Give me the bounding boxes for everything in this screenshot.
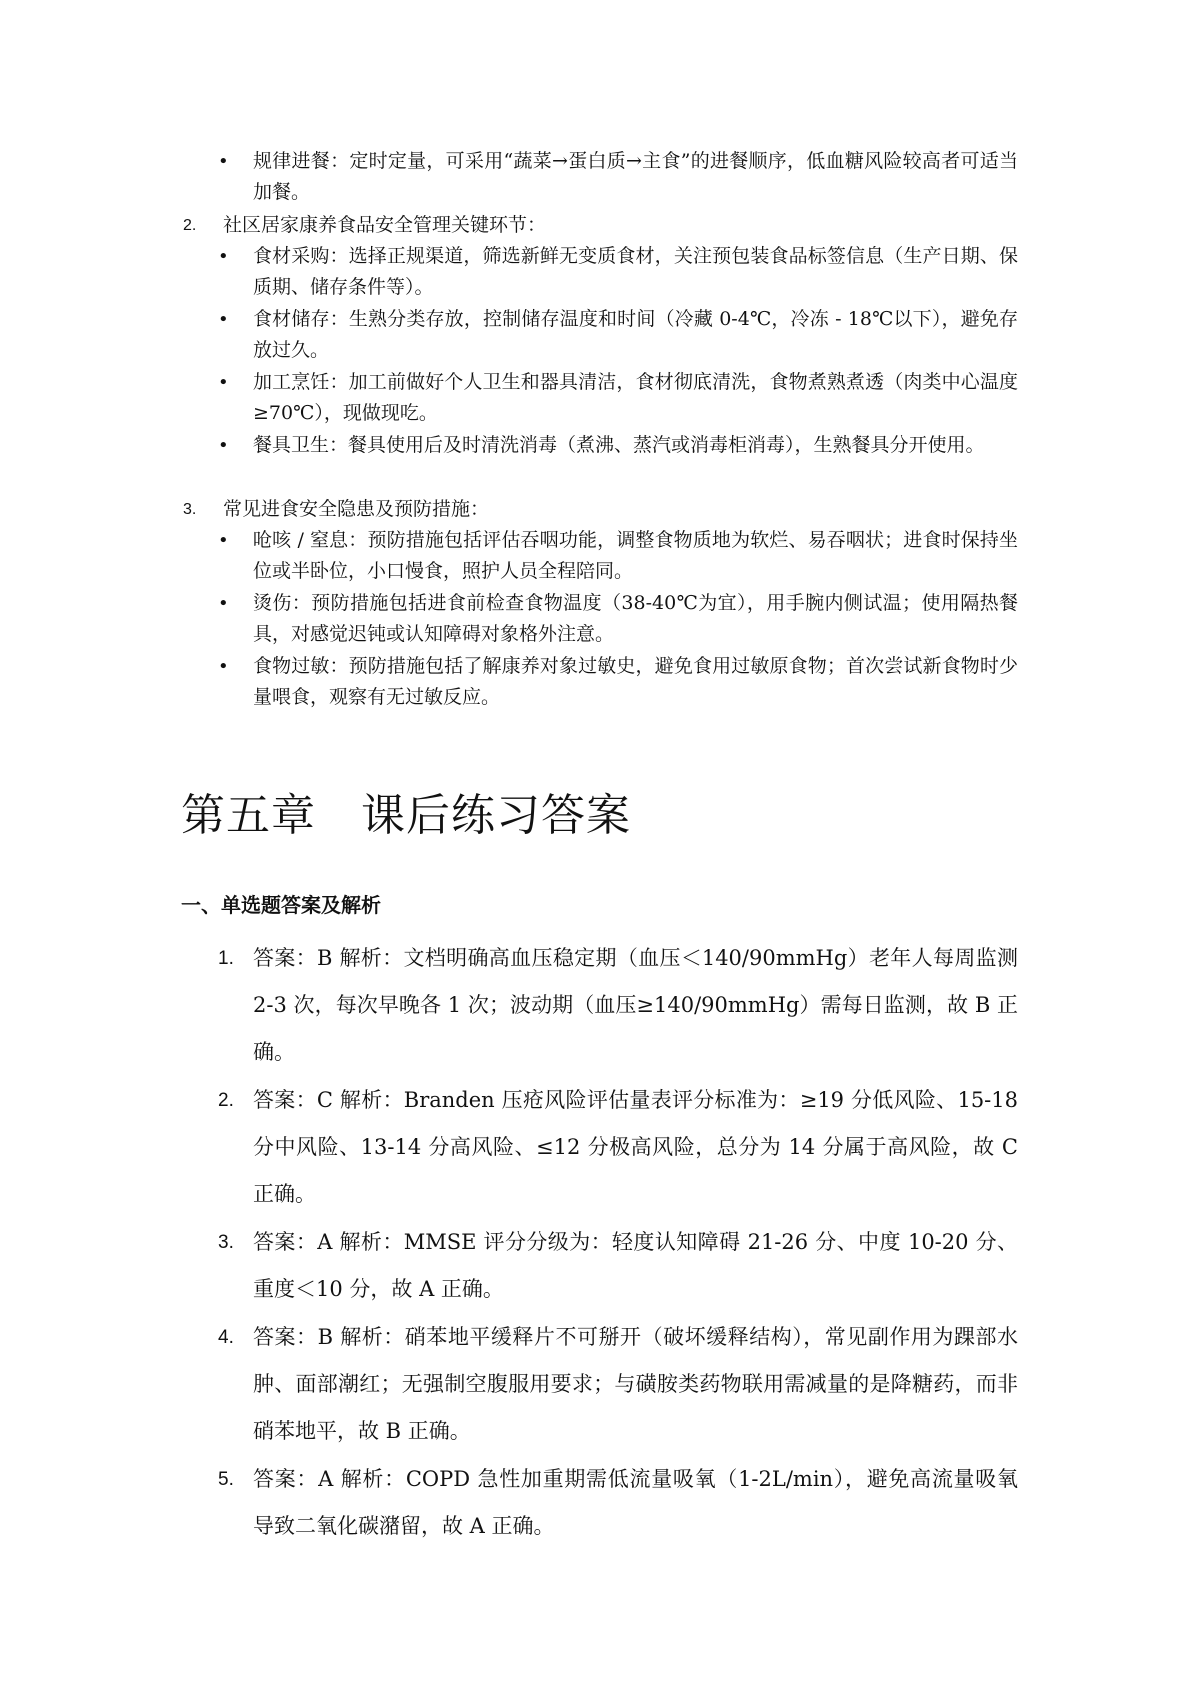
answer-number: 3. [218,1232,234,1253]
list-item [218,304,1018,366]
answer-number: 1. [218,948,234,969]
list-item [218,588,1018,650]
answer-text: 答案：A 解析：COPD 急性加重期需低流量吸氧（1-2L/min），避免高流量吸氧导致二氧化碳潴留，故 A 正确。 [253,1467,1018,1538]
bullet-icon: • [218,656,229,677]
bullet-icon: • [218,593,229,614]
list-item-text: 餐具卫生：餐具使用后及时清洗消毒（煮沸、蒸汽或消毒柜消毒），生熟餐具分开使用。 [253,434,985,456]
list-item-text: 规律进餐：定时定量，可采用“蔬菜→蛋白质→主食”的进餐顺序，低血糖风险较高者可适当加餐。 [253,150,1018,203]
item-number: 3. [183,501,197,518]
item-title: 社区居家康养食品安全管理关键环节： [223,214,547,236]
bullet-icon: • [218,309,229,330]
answer-text: 答案：A 解析：MMSE 评分分级为：轻度认知障碍 21-26 分、中度 10-20 分、重度＜10 分，故 A 正确。 [253,1230,1018,1301]
bullet-icon: • [218,435,229,456]
section-title: 一、单选题答案及解析 [181,893,381,917]
answer-number: 4. [218,1327,234,1348]
bullet-icon: • [218,530,229,551]
list-item [218,146,1018,208]
list-item [218,367,1018,429]
answer-text: 答案：B 解析：硝苯地平缓释片不可掰开（破坏缓释结构），常见副作用为踝部水肿、面部潮红；无强制空腹服用要求；与磺胺类药物联用需减量的是降糖药，而非硝苯地平，故 B 正确。 [253,1325,1018,1443]
answer-item [218,1456,1018,1550]
list-item-text: 食物过敏：预防措施包括了解康养对象过敏史，避免食用过敏原食物；首次尝试新食物时少量喂食，观察有无过敏反应。 [253,655,1018,708]
numbered-item-3 [183,494,1003,525]
chapter-title: 第五章 课后练习答案 [181,790,631,841]
bullet-icon: • [218,372,229,393]
answer-text: 答案：C 解析：Branden 压疮风险评估量表评分标准为：≥19 分低风险、15-18 分中风险、13-14 分高风险、≤12 分极高风险，总分为 14 分属于高风险，故 C 正确。 [253,1088,1018,1206]
list-item-text: 呛咳 / 窒息：预防措施包括评估吞咽功能，调整食物质地为软烂、易吞咽状；进食时保持坐位或半卧位，小口慢食，照护人员全程陪同。 [253,529,1018,582]
list-item-text: 食材储存：生熟分类存放，控制储存温度和时间（冷藏 0-4℃，冷冻 - 18℃以下），避免存放过久。 [253,308,1018,361]
answer-text: 答案：B 解析：文档明确高血压稳定期（血压＜140/90mmHg）老年人每周监测 2-3 次，每次早晚各 1 次；波动期（血压≥140/90mmHg）需每日监测，故 B 正确。 [253,946,1018,1064]
answer-number: 5. [218,1469,234,1490]
answer-item [218,1219,1018,1313]
answer-item [218,1314,1018,1455]
numbered-item-2 [183,210,1003,241]
list-item-text: 烫伤：预防措施包括进食前检查食物温度（38-40℃为宜），用手腕内侧试温；使用隔热餐具，对感觉迟钝或认知障碍对象格外注意。 [253,592,1018,645]
bullet-icon: • [218,151,229,172]
answer-item [218,935,1018,1076]
answer-item [218,1077,1018,1218]
item-number: 2. [183,217,197,234]
list-item [218,525,1018,587]
list-item [218,651,1018,713]
list-item-text: 加工烹饪：加工前做好个人卫生和器具清洁，食材彻底清洗，食物煮熟煮透（肉类中心温度≥70℃），现做现吃。 [253,371,1018,424]
answer-number: 2. [218,1090,234,1111]
list-item-text: 食材采购：选择正规渠道，筛选新鲜无变质食材，关注预包装食品标签信息（生产日期、保质期、储存条件等）。 [253,245,1018,298]
bullet-icon: • [218,246,229,267]
item-title: 常见进食安全隐患及预防措施： [223,498,490,520]
list-item [218,241,1018,303]
list-item [218,430,1018,461]
